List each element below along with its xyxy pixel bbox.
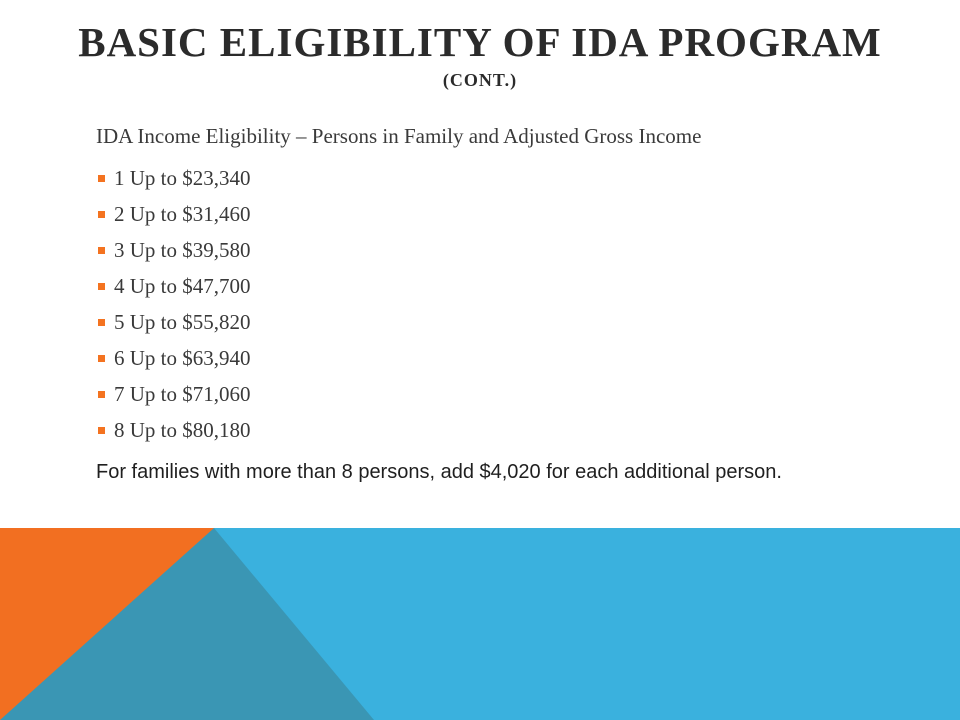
- slide-subtitle: (CONT.): [442, 70, 518, 90]
- decorative-footer-shapes: [0, 528, 960, 720]
- square-bullet-icon: [98, 211, 105, 218]
- square-bullet-icon: [98, 427, 105, 434]
- list-item: [96, 268, 251, 304]
- list-item-text: 8 Up to $80,180: [114, 417, 251, 442]
- list-item: [96, 340, 251, 376]
- list-item: [96, 304, 251, 340]
- square-bullet-icon: [98, 247, 105, 254]
- list-item-text: 6 Up to $63,940: [114, 345, 251, 370]
- square-bullet-icon: [98, 391, 105, 398]
- list-item: [96, 196, 251, 232]
- list-item: [96, 160, 251, 196]
- slide-title: BASIC ELIGIBILITY OF IDA PROGRAM: [78, 19, 882, 65]
- list-item: [96, 232, 251, 268]
- list-item-text: 3 Up to $39,580: [114, 237, 251, 262]
- list-item: [96, 376, 251, 412]
- square-bullet-icon: [98, 319, 105, 326]
- list-item-text: 4 Up to $47,700: [114, 273, 251, 298]
- list-item: [96, 412, 251, 448]
- square-bullet-icon: [98, 355, 105, 362]
- list-item-text: 7 Up to $71,060: [114, 381, 251, 406]
- income-list: [96, 160, 251, 448]
- square-bullet-icon: [98, 283, 105, 290]
- list-item-text: 2 Up to $31,460: [114, 201, 251, 226]
- income-eligibility-heading: IDA Income Eligibility – Persons in Family and Adjusted Gross Income: [96, 124, 702, 148]
- list-item-text: 1 Up to $23,340: [114, 165, 251, 190]
- square-bullet-icon: [98, 175, 105, 182]
- additional-person-note: For families with more than 8 persons, add $4,020 for each additional person.: [96, 461, 782, 483]
- list-item-text: 5 Up to $55,820: [114, 309, 251, 334]
